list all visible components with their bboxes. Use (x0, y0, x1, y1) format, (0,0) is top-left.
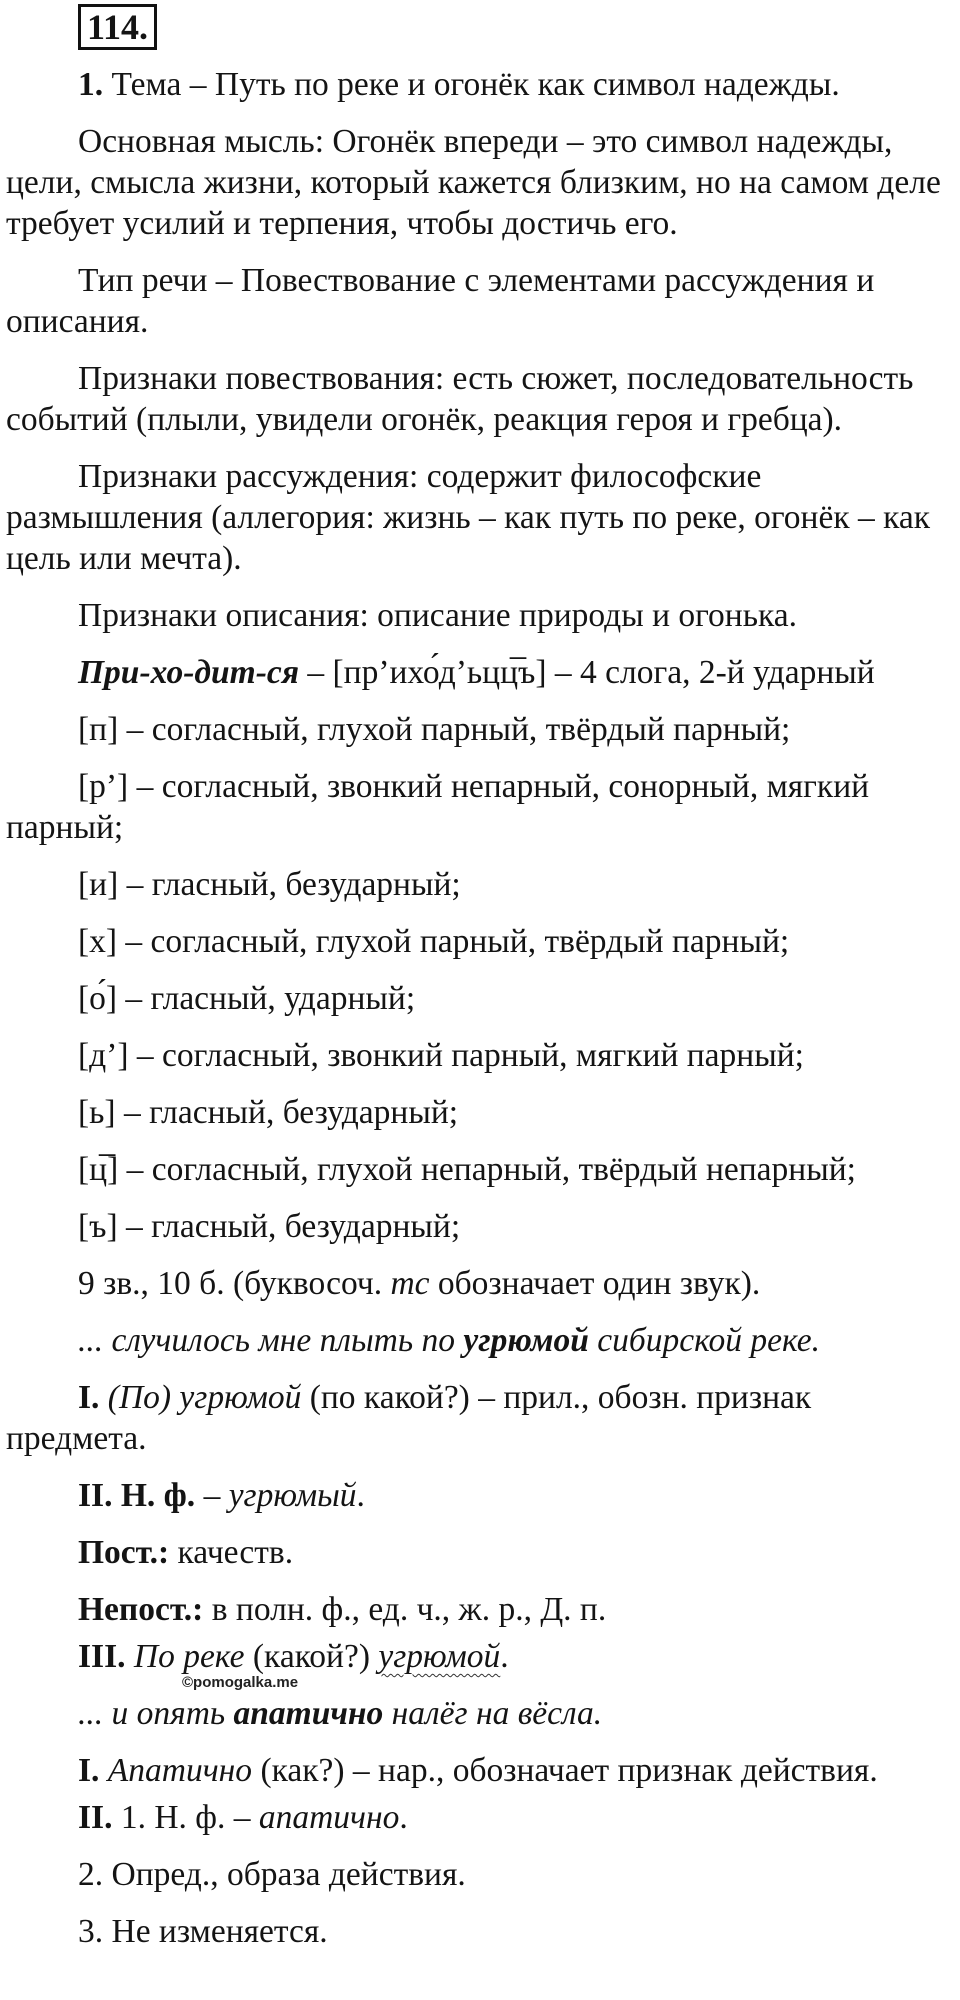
quote-1-end: сибирской реке. (588, 1322, 821, 1359)
quote-2-start: ... и опять (78, 1695, 234, 1732)
dash: – (195, 1477, 229, 1514)
roman-1: I. (78, 1752, 100, 1789)
tema-line (6, 64, 956, 105)
morph-1-post (6, 1532, 956, 1573)
morph-1-underlined: угрюмой (378, 1638, 501, 1675)
quote-2-word: апатично (233, 1695, 384, 1732)
ts-open: [ (78, 1151, 90, 1188)
transcription-ts: ц̅ (500, 654, 519, 691)
sound-hard: [ъ] – гласный, безударный; (78, 1208, 461, 1245)
morph-1-desc: (по какой?) – прил., обозн. признак предмета. (6, 1379, 812, 1457)
roman-3: III. (78, 1638, 126, 1675)
morph-1-head: По реке (125, 1638, 245, 1675)
exercise-page (6, 4, 956, 1952)
transcription-end: ъ] (518, 654, 547, 691)
quote-2 (6, 1693, 956, 1734)
watermark: ©pomogalka.me (182, 1674, 299, 1691)
sound-h: [х] – согласный, глухой парный, твёрдый парный; (78, 923, 790, 960)
count-start: 9 зв., 10 б. (буквосоч. (78, 1265, 391, 1302)
sound-p: [п] – согласный, глухой парный, твёрдый парный; (78, 711, 791, 748)
morph-2-item-2: 2. Опред., образа действия. (78, 1856, 466, 1893)
sound-soft: [ь] – гласный, безударный; (78, 1094, 459, 1131)
post-value: качеств. (169, 1534, 294, 1571)
morph-1-ii (6, 1475, 956, 1516)
main-idea: Основная мысль: Огонёк впереди – это символ надежды, цели, смысла жизни, который кажется близким, но на самом деле требует усилий и терпения, чтобы достичь его. (6, 123, 941, 242)
quote-2-end: налёг на вёсла. (383, 1695, 603, 1732)
sound-ts (6, 1149, 956, 1190)
morph-2-item-3: 3. Не изменяется. (78, 1913, 328, 1950)
roman-2-nf: II. Н. ф. (78, 1477, 196, 1514)
morph-2-i (6, 1750, 956, 1791)
syllables-info: – 4 слога, 2-й ударный (546, 654, 875, 691)
period: . (356, 1477, 365, 1514)
count-letters: тс (390, 1265, 430, 1302)
morph-2-desc: (как?) – нар., обозначает признак действия. (252, 1752, 878, 1789)
narration-signs: Признаки повествования: есть сюжет, последовательность событий (плыли, увидели огонёк, реакция героя и гребца). (6, 360, 914, 438)
morph-1-word: (По) угрюмой (99, 1379, 302, 1416)
phonetic-heading (6, 652, 956, 693)
exercise-number: 114. (78, 4, 157, 50)
sound-d: [д’] – согласный, звонкий парный, мягкий парный; (78, 1037, 804, 1074)
description-signs: Признаки описания: описание природы и огонька. (78, 597, 798, 634)
speech-type: Тип речи – Повествование с элементами рассуждения и описания. (6, 262, 875, 340)
nepost-value: в полн. ф., ед. ч., ж. р., Д. п. (203, 1591, 607, 1628)
morph-1-question: (какой?) (244, 1638, 379, 1675)
morph-1-nepost (6, 1589, 956, 1630)
morph-2-ii (6, 1797, 956, 1838)
sound-i: [и] – гласный, безударный; (78, 866, 461, 903)
quote-1-word: угрюмой (463, 1322, 589, 1359)
roman-1: I. (78, 1379, 100, 1416)
morph-2-nf-label: 1. Н. ф. – (112, 1799, 259, 1836)
period: . (399, 1799, 408, 1836)
post-label: Пост.: (78, 1534, 170, 1571)
morph-2-word: Апатично (99, 1752, 253, 1789)
tema-text: Тема – Путь по реке и огонёк как символ надежды. (103, 66, 840, 103)
sound-count (6, 1263, 956, 1304)
roman-2: II. (78, 1799, 113, 1836)
quote-1-start: ... случилось мне плыть по (78, 1322, 464, 1359)
transcription-start: – [пр’ихо́д’ьц (299, 654, 501, 691)
nepost-label: Непост.: (78, 1591, 204, 1628)
analyzed-word: При-хо-дит-ся (78, 654, 300, 691)
sound-r: [р’] – согласный, звонкий непарный, сонорный, мягкий парный; (6, 768, 870, 846)
quote-1 (6, 1320, 956, 1361)
morph-2-nf: апатично (258, 1799, 400, 1836)
initial-form: угрюмый (228, 1477, 357, 1514)
tema-number: 1. (78, 66, 104, 103)
sound-o: [о́] – гласный, ударный; (78, 980, 416, 1017)
count-end: обозначает один звук). (429, 1265, 761, 1302)
morph-1-i (6, 1377, 956, 1459)
ts-letter: ц̅ (89, 1151, 108, 1188)
ts-desc: ] – согласный, глухой непарный, твёрдый непарный; (107, 1151, 856, 1188)
morph-1-iii (6, 1636, 956, 1677)
period: . (500, 1638, 509, 1675)
reasoning-signs: Признаки рассуждения: содержит философские размышления (аллегория: жизнь – как путь по реке, огонёк – как цель или мечта). (6, 458, 931, 577)
